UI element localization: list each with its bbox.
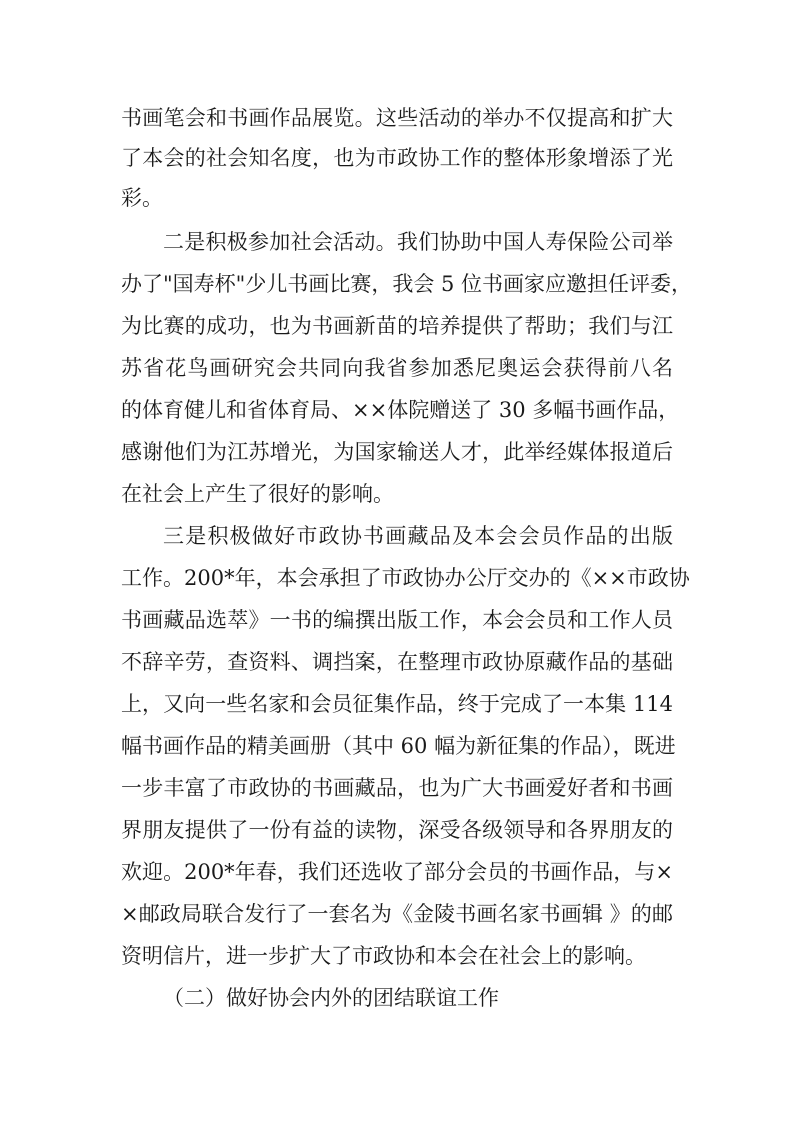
paragraph-3-line-5: 上，又向一些名家和会员征集作品，终于完成了一本集 114 bbox=[121, 692, 673, 716]
paragraph-2-line-2: 办了"国寿杯"少儿书画比赛，我会 5 位书画家应邀担任评委， bbox=[121, 272, 693, 296]
paragraph-3-line-11: 资明信片，进一步扩大了市政协和本会在社会上的影响。 bbox=[121, 944, 646, 968]
paragraph-2-line-3: 为比赛的成功，也为书画新苗的培养提供了帮助；我们与江 bbox=[121, 314, 673, 338]
paragraph-3-line-9: 欢迎。200*年春，我们还选收了部分会员的书画作品，与× bbox=[121, 860, 673, 884]
paragraph-2-line-7: 在社会上产生了很好的影响。 bbox=[121, 482, 394, 506]
paragraph-1-line-2: 了本会的社会知名度，也为市政协工作的整体形象增添了光 bbox=[121, 146, 673, 170]
paragraph-2-line-4: 苏省花鸟画研究会共同向我省参加悉尼奥运会获得前八名 bbox=[121, 356, 673, 380]
paragraph-3-line-2: 工作。200*年，本会承担了市政协办公厅交办的《××市政协 bbox=[121, 566, 690, 590]
paragraph-3-line-10: ×邮政局联合发行了一套名为《金陵书画名家书画辑 》的邮 bbox=[121, 902, 673, 926]
paragraph-3-line-8: 界朋友提供了一份有益的读物，深受各级领导和各界朋友的 bbox=[121, 818, 673, 842]
paragraph-3-line-3: 书画藏品选萃》一书的编撰出版工作，本会会员和工作人员 bbox=[121, 608, 673, 632]
section-heading: （二）做好协会内外的团结联谊工作 bbox=[163, 986, 499, 1010]
paragraph-3-line-1: 三是积极做好市政协书画藏品及本会会员作品的出版 bbox=[163, 524, 673, 548]
paragraph-3-line-7: 一步丰富了市政协的书画藏品，也为广大书画爱好者和书画 bbox=[121, 776, 673, 800]
paragraph-2-line-5: 的体育健儿和省体育局、××体院赠送了 30 多幅书画作品， bbox=[121, 398, 680, 422]
paragraph-2-line-6: 感谢他们为江苏增光，为国家输送人才，此举经媒体报道后 bbox=[121, 440, 673, 464]
paragraph-1-line-1: 书画笔会和书画作品展览。这些活动的举办不仅提高和扩大 bbox=[121, 106, 673, 130]
paragraph-1-line-3: 彩。 bbox=[121, 186, 163, 210]
paragraph-3-line-6: 幅书画作品的精美画册（其中 60 幅为新征集的作品），既进 bbox=[121, 734, 676, 758]
paragraph-2-line-1: 二是积极参加社会活动。我们协助中国人寿保险公司举 bbox=[163, 230, 673, 254]
paragraph-3-line-4: 不辞辛劳，查资料、调挡案，在整理市政协原藏作品的基础 bbox=[121, 650, 673, 674]
